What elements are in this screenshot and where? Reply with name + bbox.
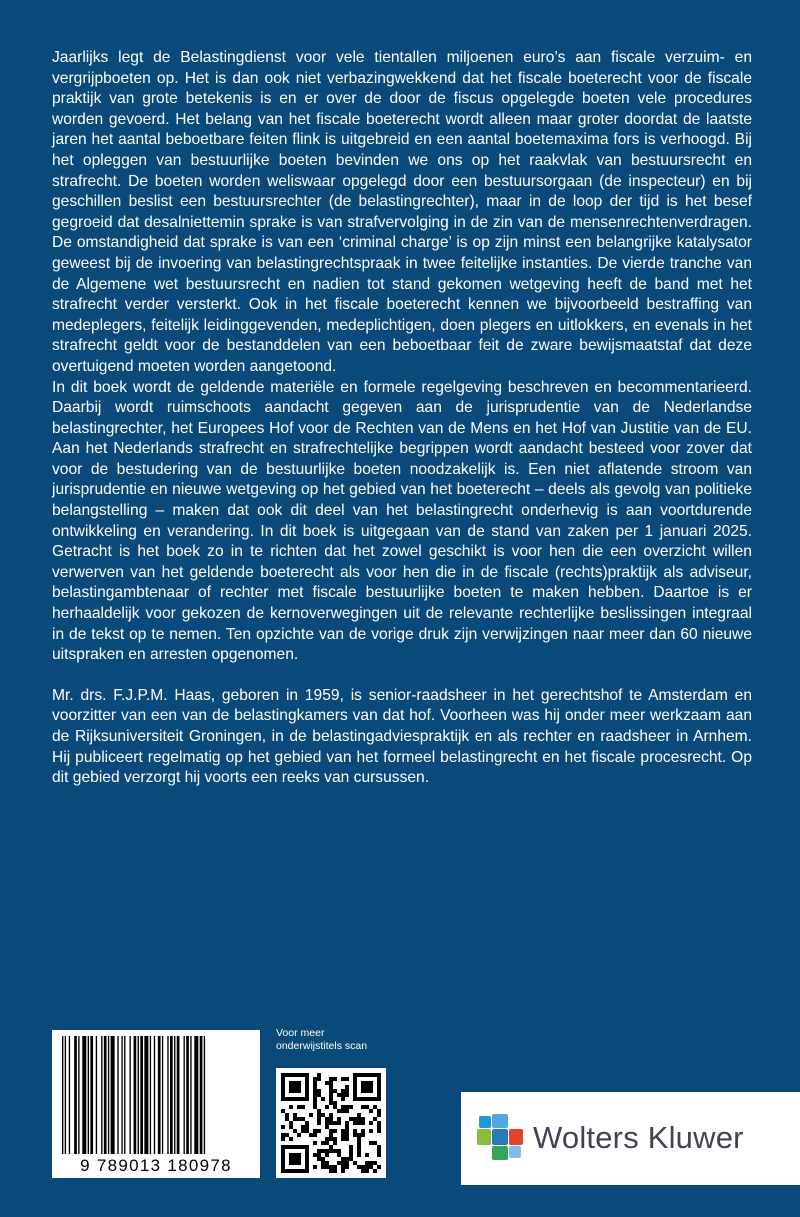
qr-code-icon	[281, 1073, 381, 1173]
qr-code[interactable]	[276, 1068, 386, 1178]
blurb-paragraph-content: In dit boek wordt de geldende materiële en formele regelgeving beschreven en becommentarieerd. Daarbij wordt ruimschoots aandacht gegeven aan de jurisprudentie van de Nederlandse belastingrechter, het Europees Hof voor de Rechten van de Mens en het Hof van Justitie van de EU. Aan het Nederlands strafrecht en strafrechtelijke begrippen wordt aandacht besteed voor zover dat voor de bestudering van de bestuurlijke boeten noodzakelijk is. Een niet aflatende stroom van jurisprudentie en nieuwe wetgeving op het gebied van het boeterecht – deels als gevolg van politieke belangstelling – maken dat ook dit deel van het belastingrecht onderhevig is aan voortdurende ontwikkeling en verandering. In dit boek is uitgegaan van de stand van zaken per 1 januari 2025. Getracht is het boek zo in te richten dat het zowel geschikt is voor hen die een overzicht willen verwerven van het geldende boeterecht als voor hen die in de fiscale (rechts)praktijk als adviseur, belastingambtenaar of rechter met fiscale bestuurlijke boeten te maken hebben. Daartoe is er herhaaldelijk voor gekozen de kernoverwegingen uit de relevante rechterlijke beslissingen integraal in de tekst op te nemen. Ten opzichte van de vorige druk zijn verwijzingen naar meer dan 60 nieuwe uitspraken en arresten opgenomen.	[52, 378, 752, 664]
publisher-name: Wolters Kluwer	[533, 1120, 744, 1155]
barcode-bars-icon	[60, 1036, 252, 1154]
isbn-number: 9 789013 180978	[80, 1156, 232, 1175]
qr-caption: Voor meer onderwijstitels scan	[276, 1027, 368, 1052]
back-cover-blurb	[52, 48, 752, 789]
isbn-barcode	[52, 1030, 260, 1178]
blurb-paragraph-intro: Jaarlijks legt de Belastingdienst voor vele tientallen miljoenen euro’s aan fiscale verzuim- en vergrijpboeten op. Het is dan ook niet verbazingwekkend dat het fiscale boeterecht voor de fiscale praktijk van grote betekenis is en er over de door de fiscus opgelegde boeten vele procedures worden gevoerd. Het belang van het fiscale boeterecht wordt alleen maar groter doordat de laatste jaren het aantal beboetbare feiten flink is uitgebreid en een aantal boetemaxima fors is verhoogd. Bij het opleggen van bestuurlijke boeten bevinden we ons op het raakvlak van bestuursrecht en strafrecht. De boeten worden weliswaar opgelegd door een bestuursorgaan (de inspecteur) en bij geschillen beslist een bestuursrechter (de belastingrechter), maar in de loop der tijd is het besef gegroeid dat desalniettemin sprake is van strafvervolging in de zin van de mensenrechtenverdragen. De omstandigheid dat sprake is van een ‘criminal charge’ is op zijn minst een belangrijke katalysator geweest bij de invoering van belastingrechtspraak in twee feitelijke instanties. De vierde tranche van de Algemene wet bestuursrecht en nadien tot stand gekomen wetgeving heeft de band met het strafrecht verder versterkt. Ook in het fiscale boeterecht kennen we bijvoorbeeld bestraffing van medeplegers, feitelijk leidinggevenden, medeplichtigen, doen plegers en uitlokkers, en evenals in het strafrecht geldt voor de bestanddelen van een beboetbaar feit de zware bewijsmaatstaf dat deze overtuigend moeten worden aangetoond.	[52, 49, 752, 375]
wolters-kluwer-mark-icon	[477, 1114, 523, 1160]
author-bio: Mr. drs. F.J.P.M. Haas, geboren in 1959, is senior-raadsheer in het gerechtshof te Amsterdam en voorzitter van een van de belastingkamers van dat hof. Voorheen was hij onder meer werkzaam aan de Rijksuniversiteit Groningen, in de belastingadviespraktijk en als rechter en raadsheer in Arnhem. Hij publiceert regelmatig op het gebied van het formeel belastingrecht en het fiscale procesrecht. Op dit gebied verzorgt hij voorts een reeks van cursussen.	[52, 686, 752, 787]
publisher-logo-panel	[461, 1092, 800, 1185]
